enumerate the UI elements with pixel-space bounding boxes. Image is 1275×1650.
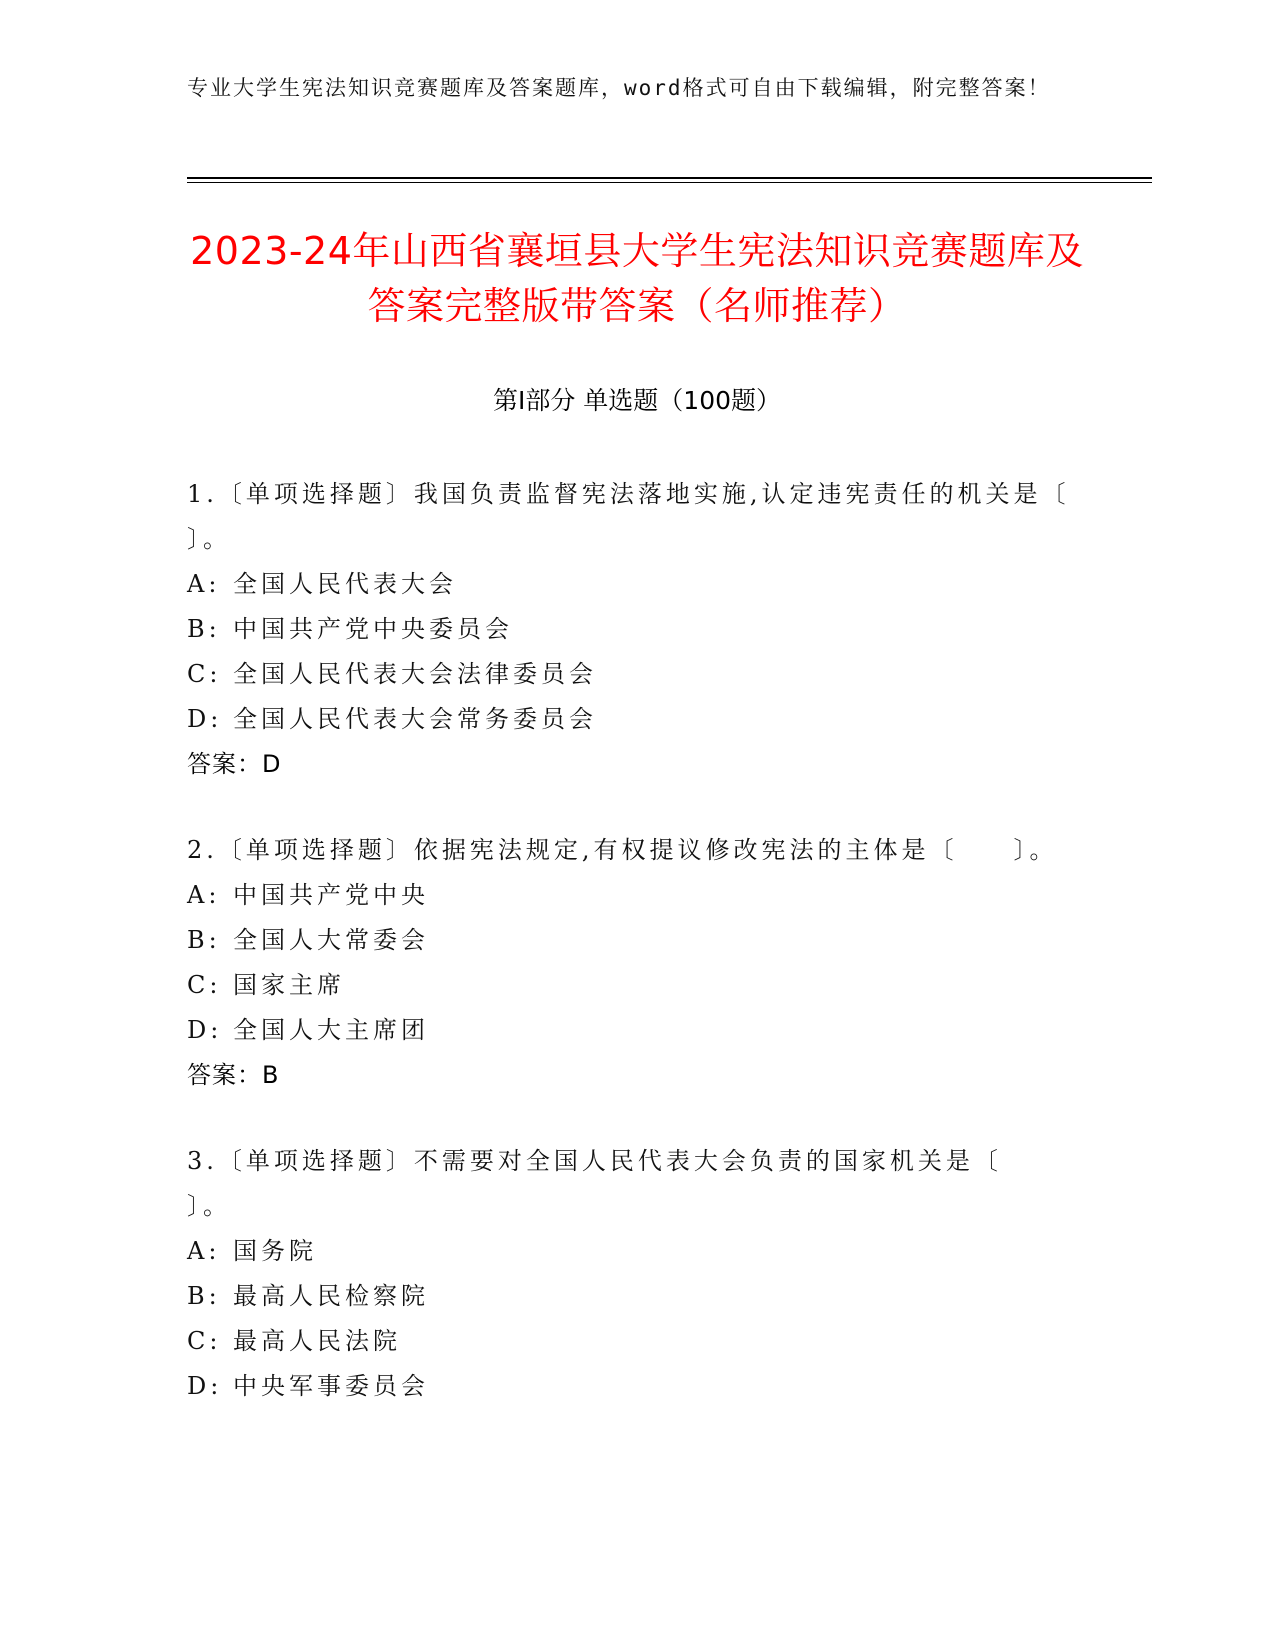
option-key: B: — [187, 926, 221, 954]
option-text: 全国人民代表大会常务委员会 — [233, 705, 597, 733]
option-text: 全国人大主席团 — [233, 1016, 429, 1044]
question-option — [187, 1229, 1087, 1274]
header-note: 专业大学生宪法知识竞赛题库及答案题库，word格式可自由下载编辑，附完整答案！ — [187, 76, 1051, 100]
option-key: A: — [187, 881, 221, 909]
option-key: D: — [187, 705, 223, 733]
question-answer: 答案：B — [187, 1061, 280, 1089]
question-item — [187, 472, 1126, 787]
question-item — [187, 828, 1087, 1098]
option-text: 中央军事委员会 — [233, 1372, 429, 1400]
option-text: 全国人大常委会 — [233, 926, 429, 954]
option-key: A: — [187, 1237, 221, 1265]
option-text: 中国共产党中央 — [233, 881, 429, 909]
option-text: 国家主席 — [233, 971, 345, 999]
question-list — [187, 472, 1126, 1450]
option-text: 国务院 — [233, 1237, 317, 1265]
header-rule-thick — [187, 177, 1152, 179]
question-option — [187, 1008, 1087, 1053]
question-option — [187, 562, 1087, 607]
option-key: A: — [187, 570, 221, 598]
question-option — [187, 918, 1087, 963]
question-stem: 2.〔单项选择题〕依据宪法规定,有权提议修改宪法的主体是〔 〕。 — [187, 836, 1058, 864]
question-answer: 答案：D — [187, 750, 282, 778]
question-option — [187, 1319, 1087, 1364]
option-key: D: — [187, 1016, 223, 1044]
section-title: 第I部分 单选题（100题） — [492, 386, 782, 415]
question-item — [187, 1139, 1087, 1409]
question-stem: 3.〔单项选择题〕不需要对全国人民代表大会负责的国家机关是〔 〕。 — [187, 1147, 1058, 1220]
option-key: B: — [187, 1282, 221, 1310]
document-title: 2023-24年山西省襄垣县大学生宪法知识竞赛题库及答案完整版带答案（名师推荐） — [190, 229, 1084, 328]
option-text: 全国人民代表大会法律委员会 — [233, 660, 597, 688]
question-option — [187, 607, 1087, 652]
header-rule-thin — [187, 182, 1152, 183]
question-option — [187, 963, 1087, 1008]
question-option — [187, 873, 1087, 918]
question-option — [187, 1364, 1087, 1409]
question-option — [187, 1274, 1087, 1319]
option-key: C: — [187, 660, 222, 688]
option-key: C: — [187, 1327, 222, 1355]
option-text: 全国人民代表大会 — [233, 570, 457, 598]
question-stem: 1.〔单项选择题〕我国负责监督宪法落地实施,认定违宪责任的机关是〔 〕。 — [187, 480, 1126, 553]
option-text: 最高人民检察院 — [233, 1282, 429, 1310]
option-key: D: — [187, 1372, 223, 1400]
option-text: 中国共产党中央委员会 — [233, 615, 513, 643]
question-option — [187, 697, 1087, 742]
option-text: 最高人民法院 — [233, 1327, 401, 1355]
option-key: C: — [187, 971, 222, 999]
question-option — [187, 652, 1087, 697]
option-key: B: — [187, 615, 221, 643]
